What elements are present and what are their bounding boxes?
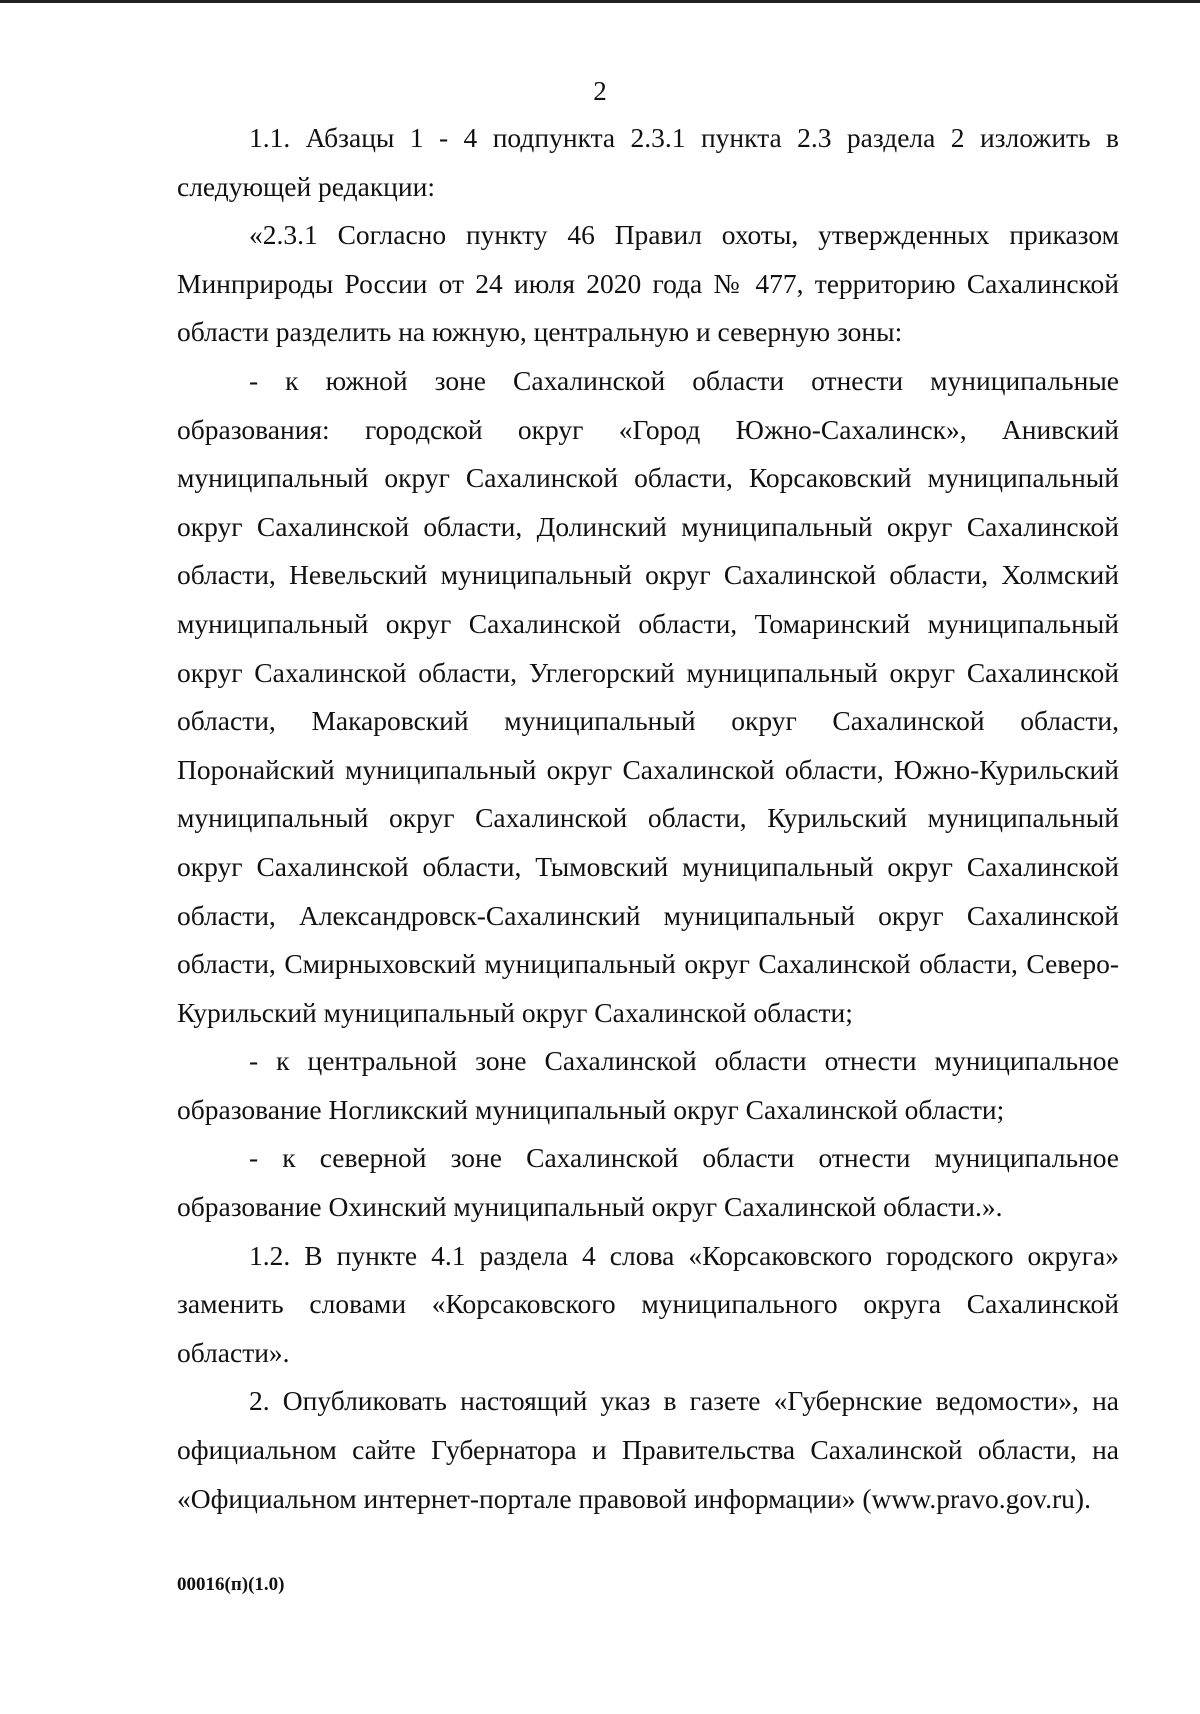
paragraph-2-publish: 2. Опубликовать настоящий указ в газете «Губернские ведомости», на официальном сайте Губернатора и Правительства Сахалинской области, на «Официальном интернет-портале правовой информации» (www.pravo.gov.ru). <box>177 1385 1119 1514</box>
paragraph-1-2: 1.2. В пункте 4.1 раздела 4 слова «Корсаковского городского округа» заменить словами «Корсаковского муниципального округа Сахалинской области». <box>177 1239 1119 1368</box>
document-body <box>177 114 1119 1523</box>
page-number: 2 <box>593 76 607 106</box>
paragraph-1-1-intro: 1.1. Абзацы 1 - 4 подпункта 2.3.1 пункта 2.3 раздела 2 изложить в следующей редакции: <box>177 122 1119 202</box>
paragraph-2-3-1-zones: «2.3.1 Согласно пункту 46 Правил охоты, утвержденных приказом Минприроды России от 24 июля 2020 года № 477, территорию Сахалинской области разделить на южную, центральную и северную зоны: <box>177 219 1119 348</box>
paragraph-southern-zone: - к южной зоне Сахалинской области отнести муниципальные образования: городской округ «Город Южно-Сахалинск», Анивский муниципальный округ Сахалинской области, Корсаковский муниципальный округ Сахалинской области, Долинский муниципальный округ Сахалинской области, Невельский муниципальный округ Сахалинской области, Холмский муниципальный округ Сахалинской области, Томаринский муниципальный округ Сахалинской области, Углегорский муниципальный округ Сахалинской области, Макаровский муниципальный округ Сахалинской области, Поронайский муниципальный округ Сахалинской области, Южно-Курильский муниципальный округ Сахалинской области, Курильский муниципальный округ Сахалинской области, Тымовский муниципальный округ Сахалинской области, Александровск-Сахалинский муниципальный округ Сахалинской области, Смирныховский муниципальный округ Сахалинской области, Северо-Курильский муниципальный округ Сахалинской области; <box>177 364 1119 1028</box>
top-border-line <box>0 0 1200 3</box>
paragraph-northern-zone: - к северной зоне Сахалинской области отнести муниципальное образование Охинский муниципальный округ Сахалинской области.». <box>177 1142 1119 1223</box>
document-code: 00016(п)(1.0) <box>177 1574 285 1595</box>
paragraph-central-zone: - к центральной зоне Сахалинской области отнести муниципальное образование Ногликский муниципальный округ Сахалинской области; <box>177 1045 1119 1125</box>
